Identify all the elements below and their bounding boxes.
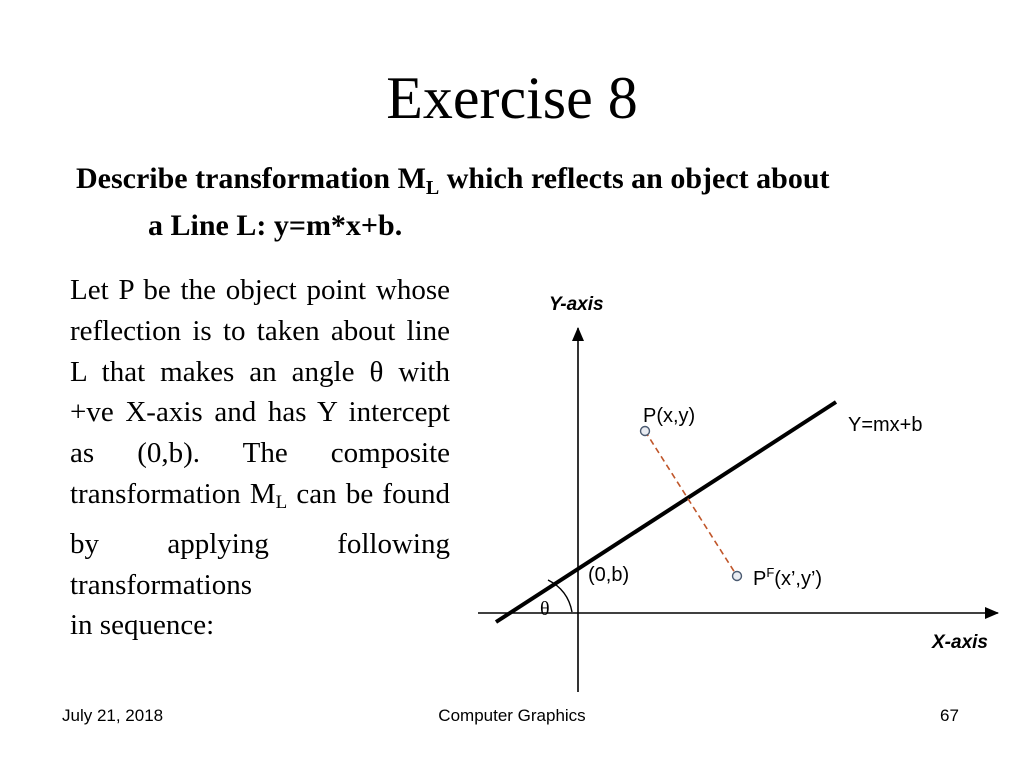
footer-course: Computer Graphics bbox=[438, 706, 586, 725]
point-p-label: P(x,y) bbox=[643, 405, 696, 427]
y-axis-label: Y-axis bbox=[549, 294, 604, 315]
body-subscript: L bbox=[275, 491, 288, 513]
perpendicular-dashed-line bbox=[645, 431, 737, 576]
slide-title: Exercise 8 bbox=[386, 65, 638, 131]
point-p-marker bbox=[641, 427, 650, 436]
point-pf-base: P bbox=[753, 568, 767, 590]
point-pf-label bbox=[753, 565, 822, 590]
footer-date: July 21, 2018 bbox=[62, 706, 164, 725]
body-part-1: Let P be the object point whose reflection is to taken about line L that makes an angle θ with +ve X-axis and has Y intercept as (0,b). The composite transformation M bbox=[70, 274, 450, 510]
point-pf-marker bbox=[733, 572, 742, 581]
subtitle-line-2: a Line L: y=m*x+b. bbox=[148, 209, 403, 242]
point-pf-superscript: F bbox=[766, 565, 775, 580]
footer-page-number: 67 bbox=[940, 706, 959, 725]
point-pf-coords: (x’,y’) bbox=[774, 568, 823, 590]
body-last-line: in sequence: bbox=[70, 609, 215, 642]
body-part-2: can be found by applying following transformations bbox=[70, 477, 450, 601]
subtitle-suffix: which reflects an object about bbox=[439, 162, 830, 195]
subtitle-prefix: Describe transformation M bbox=[76, 162, 426, 195]
x-axis-label: X-axis bbox=[932, 632, 988, 653]
theta-symbol: θ bbox=[540, 598, 550, 620]
subtitle-subscript: L bbox=[425, 177, 440, 199]
intercept-label: (0,b) bbox=[588, 564, 630, 586]
line-equation-label: Y=mx+b bbox=[848, 414, 923, 436]
